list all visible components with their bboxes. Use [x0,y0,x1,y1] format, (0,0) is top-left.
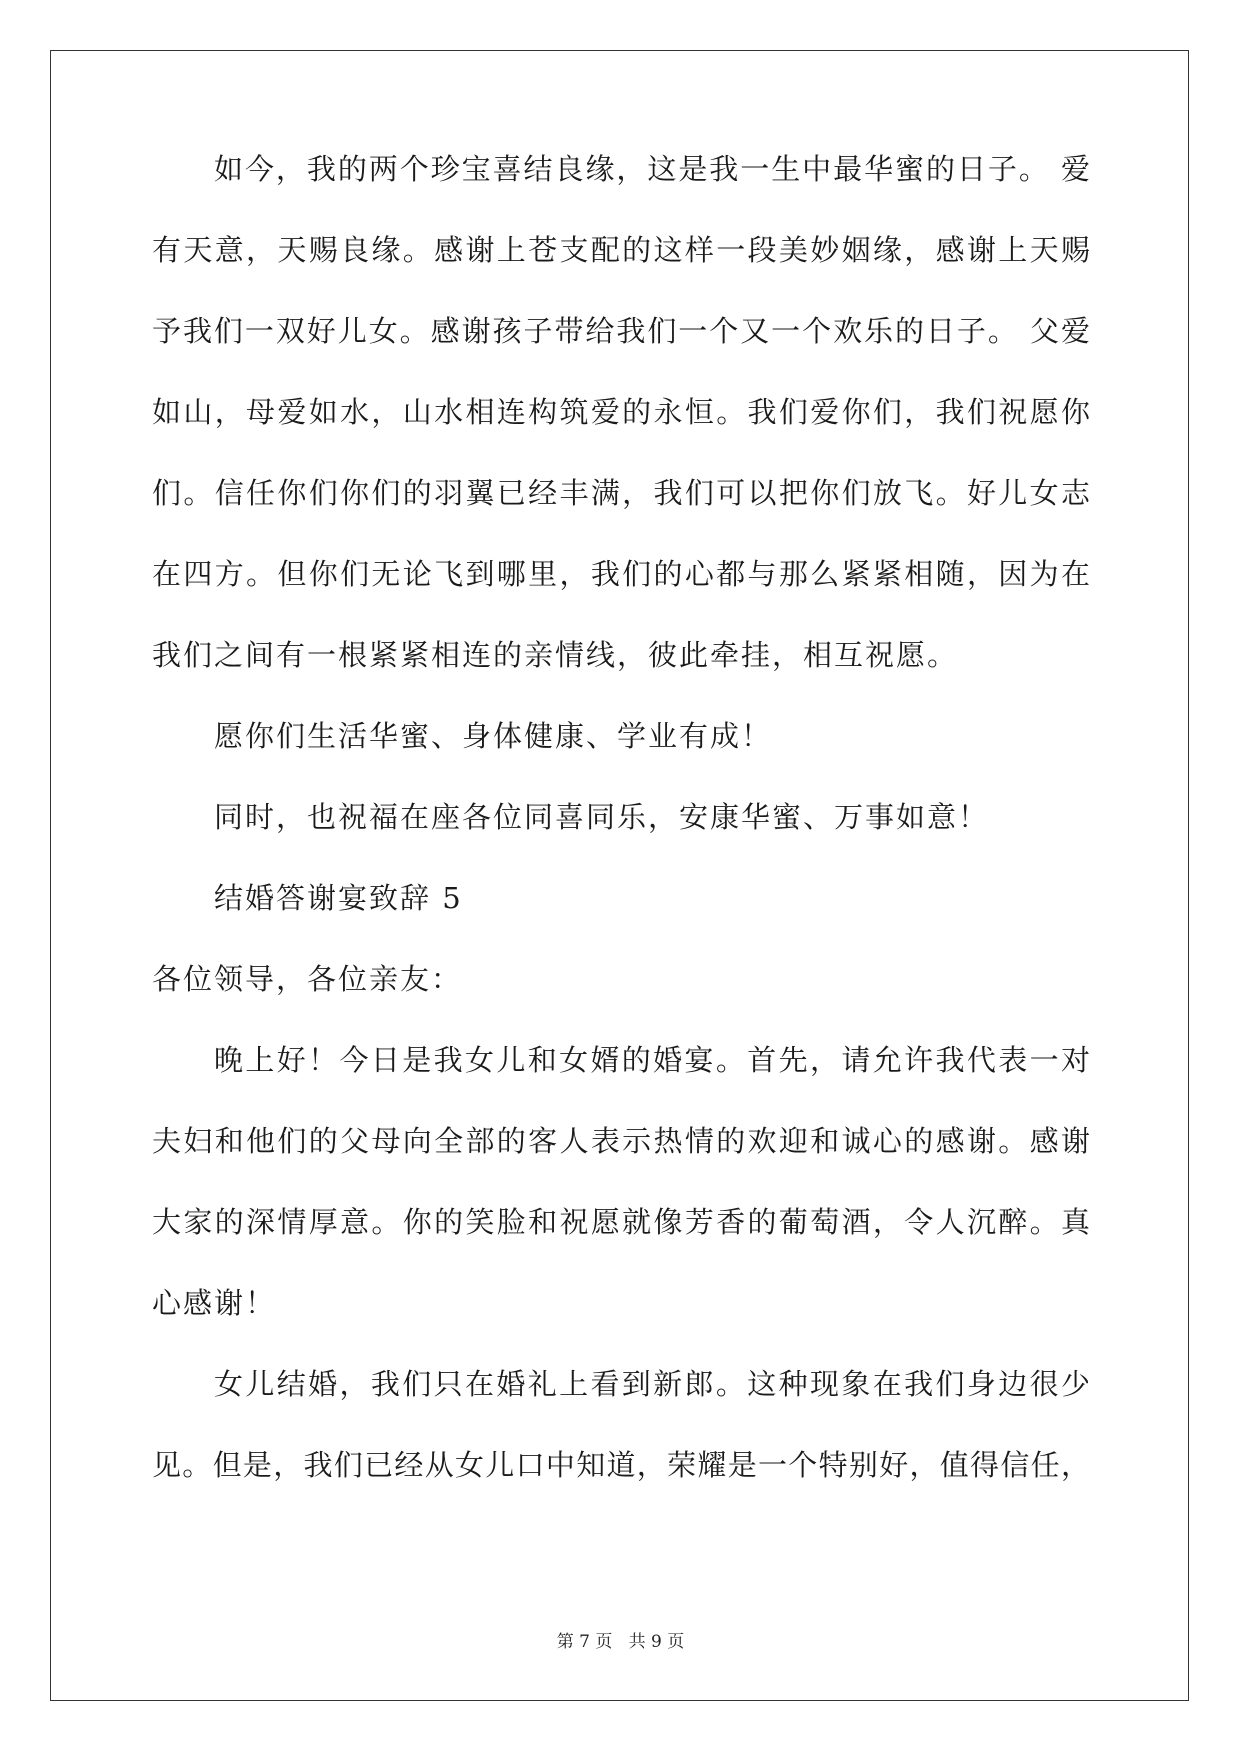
paragraph-line: 女儿结婚，我们只在婚礼上看到新郎。这种现象在我们身边很少 [214,1367,1090,1401]
paragraph-line: 如今，我的两个珍宝喜结良缘，这是我一生中最华蜜的日子。 爱 [214,152,1090,186]
paragraph-line: 同时，也祝福在座各位同喜同乐，安康华蜜、万事如意！ [214,800,990,834]
paragraph-line: 晚上好！今日是我女儿和女婿的婚宴。首先，请允许我代表一对 [214,1043,1090,1077]
page-number-footer: 第 7 页 共 9 页 [556,1632,685,1652]
paragraph-line: 有天意，天赐良缘。感谢上苍支配的这样一段美妙姻缘，感谢上天赐 [152,233,1090,267]
paragraph-line: 大家的深情厚意。你的笑脸和祝愿就像芳香的葡萄酒，令人沉醉。真 [152,1205,1090,1239]
salutation: 各位领导，各位亲友： [152,962,463,996]
paragraph-line: 们。信任你们你们的羽翼已经丰满，我们可以把你们放飞。好儿女志 [152,476,1090,510]
paragraph-line: 我们之间有一根紧紧相连的亲情线，彼此牵挂，相互祝愿。 [152,638,959,672]
paragraph-line: 愿你们生活华蜜、身体健康、学业有成！ [214,719,773,753]
section-heading: 结婚答谢宴致辞 5 [214,881,463,915]
paragraph-line: 予我们一双好儿女。感谢孩子带给我们一个又一个欢乐的日子。 父爱 [152,314,1090,348]
paragraph-line: 在四方。但你们无论飞到哪里，我们的心都与那么紧紧相随，因为在 [152,557,1090,591]
paragraph-line: 如山，母爱如水，山水相连构筑爱的永恒。我们爱你们，我们祝愿你 [152,395,1090,429]
paragraph-line: 夫妇和他们的父母向全部的客人表示热情的欢迎和诚心的感谢。感谢 [152,1124,1090,1158]
paragraph-line: 见。但是，我们已经从女儿口中知道，荣耀是一个特别好，值得信任， [152,1448,1090,1482]
paragraph-line: 心感谢！ [152,1286,277,1320]
